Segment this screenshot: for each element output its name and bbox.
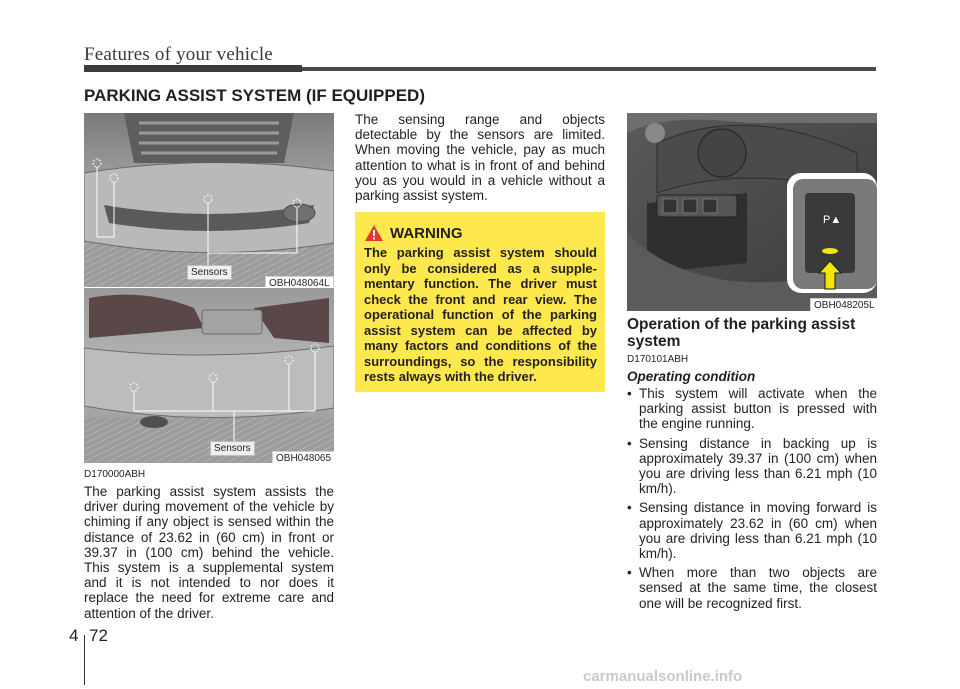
- chapter-number: 4: [69, 626, 79, 645]
- steering-wheel-illustration: [627, 113, 877, 311]
- front-sensors-label: Sensors: [187, 265, 232, 280]
- front-bumper-illustration: [84, 113, 334, 287]
- rear-figure-code: OBH048065: [272, 451, 334, 463]
- warning-title: WARNING: [390, 224, 463, 242]
- rear-sensors-label: Sensors: [210, 441, 255, 456]
- operation-code: D170101ABH: [627, 354, 689, 365]
- header-rule-accent: [84, 65, 302, 72]
- front-sensors-figure: [84, 113, 334, 287]
- operating-conditions-list: [627, 386, 877, 615]
- warning-box: [355, 212, 605, 392]
- list-item: • Sensing distance in backing up is approximately 39.37 in (100 cm) when you are driving less than 6.21 mph (10 km/h).: [627, 436, 877, 497]
- sensing-range-paragraph: The sensing range and objects detectable by the sensors are limited. When moving the vehicle, pay as much attention to what is in front of and behind you as you would in a vehicle without a parking assist system.: [355, 112, 605, 204]
- rear-bumper-illustration: [84, 288, 334, 463]
- rear-sensors-figure: [84, 288, 334, 463]
- list-item: • This system will activate when the parking assist button is pressed with the engine running.: [627, 386, 877, 432]
- wheel-figure-code: OBH048205L: [810, 298, 877, 311]
- page-number: 72: [89, 626, 108, 645]
- warning-text: The parking assist system should only be considered as a supple-mentary function. The driver must check the front and rear view. The operational function of the parking assist system can be affected by many factors and conditions of the surroundings, so the responsibility rests always with the driver.: [364, 245, 597, 384]
- section-code: D170000ABH: [84, 469, 146, 480]
- list-item: • When more than two objects are sensed at the same time, the closest one will be recognized first.: [627, 565, 877, 611]
- parking-assist-button-figure: [627, 113, 877, 311]
- list-item: • Sensing distance in moving forward is approximately 23.62 in (60 cm) when you are driving less than 6.21 mph (10 km/h).: [627, 500, 877, 561]
- park-button-glyph: P▲: [823, 214, 842, 226]
- watermark-url: carmanualsonline.info: [583, 668, 743, 685]
- intro-paragraph: The parking assist system assists the driver during movement of the vehicle by chiming if any object is sensed within the distance of 23.62 in (60 cm) in front or 39.37 in (100 cm) behind the vehicle. This system is a supplemental system and it is not intended to nor does it replace the need for extreme care and attention of the driver.: [84, 484, 334, 621]
- warning-triangle-icon: [364, 224, 384, 242]
- chapter-title: Features of your vehicle: [84, 44, 273, 65]
- page-divider: [84, 635, 85, 685]
- operation-title: Operation of the parking assist system: [627, 316, 856, 350]
- front-figure-code: OBH048064L: [265, 276, 334, 287]
- operating-condition-subtitle: Operating condition: [627, 369, 756, 384]
- section-title: PARKING ASSIST SYSTEM (IF EQUIPPED): [84, 86, 425, 105]
